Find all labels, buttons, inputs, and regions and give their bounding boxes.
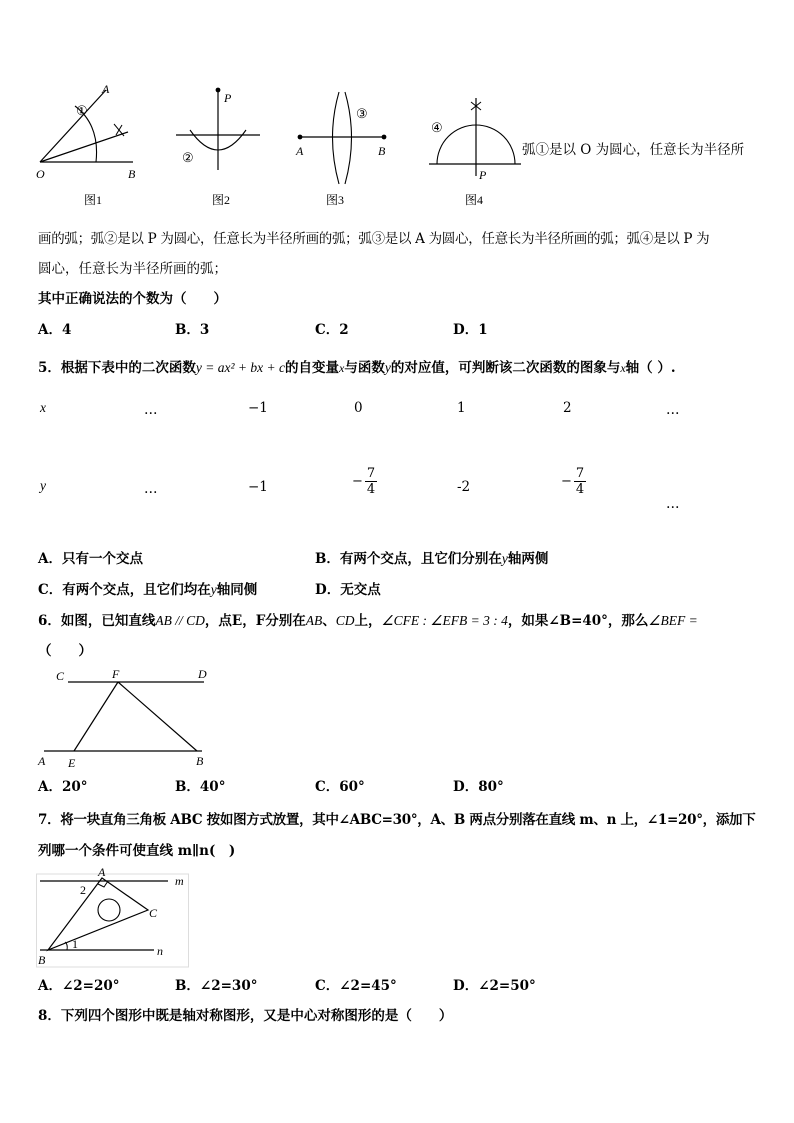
q5-var-x: x [339, 361, 345, 375]
q5-table-y-cell3 [352, 466, 377, 497]
q6-fig-label-c: C [56, 669, 65, 683]
figure-2 [168, 80, 278, 210]
q5-frac2-num: 7 [575, 466, 585, 481]
q6-text-d: 上， [354, 613, 382, 629]
q5-text-b: 的自变量 [285, 360, 340, 376]
fig2-caption: 图2 [212, 193, 231, 207]
q6-math1: AB // CD [155, 613, 205, 628]
q6-fig-label-a: A [38, 754, 46, 768]
q5-var-x2: x [620, 361, 626, 375]
q5-table-y-header: y [40, 478, 46, 493]
q5-table-x-cell3: 0 [354, 400, 363, 416]
q6-figure [34, 664, 224, 774]
q5-frac1-num: 7 [366, 466, 376, 481]
fig1-label-b: B [128, 167, 136, 181]
q5-table-y-cell4: -2 [457, 479, 471, 495]
figure-4 [425, 80, 525, 210]
q6-math2: AB [305, 613, 323, 628]
q6-fig-label-d: D [198, 667, 207, 681]
q5-text-e: 轴（ ）. [625, 360, 676, 376]
q5-var-y: y [384, 360, 391, 375]
q4-option-d: D．1 [453, 322, 488, 338]
q5-table-x-header: x [40, 400, 46, 415]
q7-fig-label-a: A [98, 866, 106, 879]
q4-text-line1: 弧①是以 O 为圆心，任意长为半径所 [522, 142, 745, 158]
q4-question: 其中正确说法的个数为（ ） [38, 291, 227, 307]
q5-option-c [38, 580, 257, 600]
q6-text-c: 、 [322, 613, 336, 629]
q6-fig-label-e: E [68, 756, 76, 770]
q8-stem: 8．下列四个图形中既是轴对称图形，又是中心对称图形的是（ ） [38, 1008, 453, 1024]
q6-fig-label-f: F [112, 667, 120, 681]
fig3-caption: 图3 [326, 193, 345, 207]
q7-fig-label-n: n [157, 944, 163, 958]
q5-option-a: A．只有一个交点 [38, 551, 143, 567]
q6-fig-label-b: B [196, 754, 204, 768]
q5-table-x-cell1: … [144, 402, 158, 418]
fig1-caption: 图1 [84, 193, 103, 207]
q6-text-b: ，点E，F分别在 [204, 613, 306, 629]
q7-fig-label-b: B [38, 953, 46, 967]
fig2-label-p: P [224, 91, 232, 105]
q5-option-d: D．无交点 [315, 582, 381, 598]
q6-text-e: ，如果∠B=40°，那么 [507, 613, 649, 629]
fig3-label-a: A [296, 144, 304, 158]
q5-frac2-den: 4 [575, 482, 585, 497]
fig3-label-b: B [378, 144, 386, 158]
fig4-label-arc: ④ [431, 120, 443, 135]
q7-stem-line2: 列哪一个条件可使直线 m∥n( ) [38, 843, 236, 859]
q6-option-c: C．60° [315, 779, 365, 795]
q5-text-c: 与函数 [344, 360, 385, 376]
q4-text-line2: 画的弧；弧②是以 P 为圆心，任意长为半径所画的弧；弧③是以 A 为圆心，任意长为半径所画的弧；弧④是以 P 为 [38, 231, 710, 247]
q5-formula: y = ax² + bx + c [195, 360, 286, 375]
fig4-label-p: P [479, 168, 487, 182]
q5-option-c-var: y [210, 582, 217, 597]
q7-fig-label-1: 1 [72, 937, 78, 951]
q4-option-b: B．3 [175, 322, 210, 338]
q4-option-c: C．2 [315, 322, 349, 338]
fig3-label-arc: ③ [356, 106, 368, 121]
q7-option-a: A．∠2=20° [38, 978, 120, 994]
q6-stem [38, 611, 698, 631]
q7-option-d: D．∠2=50° [453, 978, 536, 994]
figure-3 [290, 80, 400, 210]
figure-1 [30, 80, 170, 210]
q4-text-line3: 圆心，任意长为半径所画的弧； [38, 261, 227, 277]
q5-table-x-cell5: 2 [563, 400, 572, 416]
q5-table-y-cell2: −1 [248, 479, 268, 495]
q6-text-a: 如图，已知直线 [60, 613, 156, 629]
q7-option-b: B．∠2=30° [175, 978, 258, 994]
q5-frac1 [365, 466, 377, 497]
q5-option-c-b: 轴同侧 [216, 582, 258, 598]
q5-frac1-sign: − [352, 474, 363, 489]
q6-option-b: B．40° [175, 779, 226, 795]
q6-math4: ∠CFE : ∠EFB = 3 : 4 [381, 613, 508, 628]
q5-option-c-a: C．有两个交点，且它们均在 [38, 582, 211, 598]
q5-stem [38, 358, 676, 378]
q5-text-a: 根据下表中的二次函数 [60, 360, 196, 376]
q5-option-b-a: B．有两个交点，且它们分别在 [315, 551, 502, 567]
q6-option-a: A．20° [38, 779, 88, 795]
q5-num: 5． [38, 360, 61, 376]
q5-option-b-b: 轴两侧 [507, 551, 549, 567]
fig1-label-arc: ① [76, 103, 88, 118]
fig1-label-o: O [36, 167, 45, 181]
q7-stem-line1: 7．将一块直角三角板 ABC 按如图方式放置，其中∠ABC=30°，A、B 两点分别落在直线 m、n 上，∠1=20°，添加下 [38, 812, 756, 828]
q4-option-a: A．4 [38, 322, 72, 338]
q5-table-x-cell4: 1 [457, 400, 466, 416]
q6-option-d: D．80° [453, 779, 504, 795]
q5-frac1-den: 4 [366, 482, 376, 497]
q6-num: 6． [38, 613, 61, 629]
fig1-label-a: A [102, 82, 110, 96]
q7-figure [36, 866, 192, 968]
q5-table-x-cell2: −1 [248, 400, 268, 416]
q5-option-b [315, 549, 548, 569]
q7-fig-label-m: m [175, 874, 184, 888]
fig4-caption: 图4 [465, 193, 484, 207]
q7-fig-label-2: 2 [80, 883, 86, 897]
q6-math5: ∠BEF = [648, 613, 698, 628]
q5-text-d: 的对应值，可判断该二次函数的图象与 [390, 360, 621, 376]
q5-table-y-cell1: … [144, 481, 158, 497]
q5-table-y-cell5 [561, 466, 586, 497]
q7-fig-label-c: C [149, 906, 158, 920]
q7-option-c: C．∠2=45° [315, 978, 397, 994]
q5-frac2 [574, 466, 586, 497]
q6-math3: CD [335, 613, 355, 628]
q6-paren: （ ） [38, 643, 92, 659]
fig2-label-arc: ② [182, 150, 194, 165]
q5-frac2-sign: − [561, 474, 572, 489]
q5-option-b-var: y [501, 551, 508, 566]
q5-table-x-cell6: … [666, 402, 680, 418]
q5-table-y-cell6: … [666, 496, 680, 512]
